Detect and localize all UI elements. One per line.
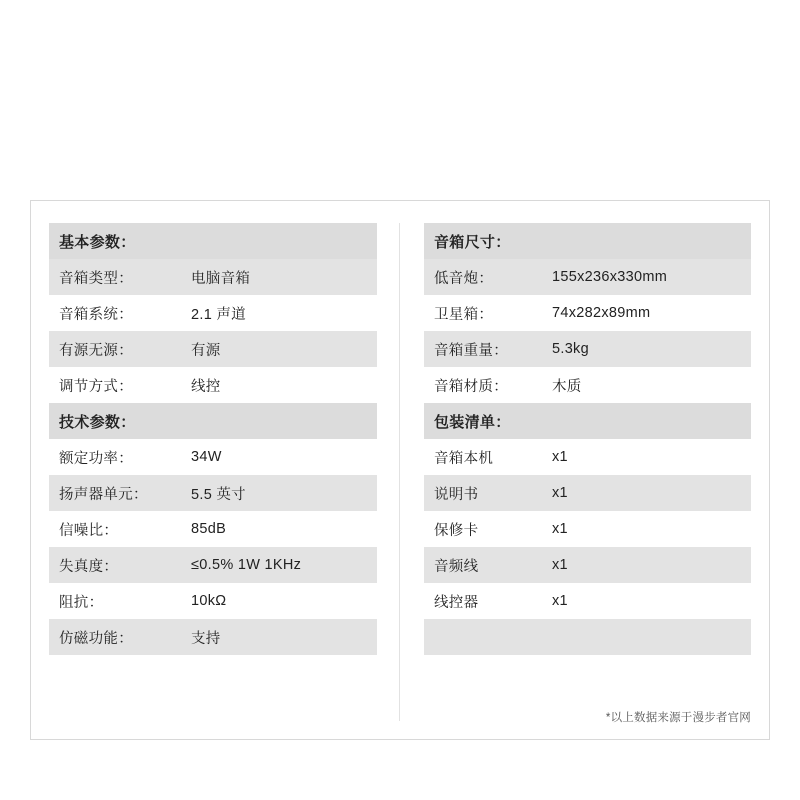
spec-row-label: 有源无源： [59, 342, 133, 359]
spec-row-label: 信噪比： [59, 522, 119, 539]
spec-row-value: x1 [552, 593, 568, 609]
spec-row [49, 511, 377, 547]
spec-row-value: ≤0.5% 1W 1KHz [191, 557, 302, 573]
spec-row-value: 2.1 声道 [191, 306, 246, 323]
spec-row [49, 475, 377, 511]
spec-row-value: x1 [552, 449, 568, 465]
spec-row-value: 木质 [552, 378, 582, 395]
spec-row-label: 音箱本机 [434, 450, 494, 467]
spec-row-label: 调节方式： [59, 378, 133, 395]
spec-row-label: 卫星箱： [434, 306, 494, 323]
spec-row-label: 音箱系统： [59, 306, 133, 323]
spec-row-value: x1 [552, 521, 568, 537]
spec-row-label: 技术参数： [59, 413, 136, 431]
spec-row-label: 额定功率： [59, 450, 133, 467]
spec-row-label: 扬声器单元： [59, 486, 148, 503]
spec-row [424, 439, 751, 475]
spec-row-label: 阻抗： [59, 594, 104, 611]
spec-row [424, 547, 751, 583]
spec-row-label: 保修卡 [434, 522, 479, 539]
spec-row [424, 619, 751, 655]
spec-table [49, 223, 751, 721]
spec-row-value: 支持 [191, 630, 221, 647]
spec-row-value: x1 [552, 557, 568, 573]
spec-row-value: x1 [552, 485, 568, 501]
spec-row-label: 失真度： [59, 558, 119, 575]
spec-row [424, 295, 751, 331]
spec-row-value: 155x236x330mm [552, 269, 668, 285]
spec-row [424, 367, 751, 403]
spec-row [49, 619, 377, 655]
spec-column-left [49, 223, 400, 721]
spec-row-label: 音箱类型： [59, 270, 133, 287]
spec-row [424, 331, 751, 367]
spec-row-label: 低音炮： [434, 270, 494, 287]
spec-row [49, 547, 377, 583]
spec-row [49, 259, 377, 295]
spec-row-value: 85dB [191, 521, 227, 537]
footnote: *以上数据来源于漫步者官网 [605, 712, 751, 724]
spec-row-value: 34W [191, 449, 222, 465]
spec-row [49, 583, 377, 619]
spec-row-label: 仿磁功能： [59, 630, 133, 647]
spec-row-value: 5.5 英寸 [191, 486, 246, 503]
spec-section-header [49, 403, 377, 439]
spec-row-value: 5.3kg [552, 341, 589, 357]
spec-row-label: 音频线 [434, 558, 479, 575]
spec-section-header [424, 403, 751, 439]
spec-row-label: 音箱材质： [434, 378, 508, 395]
spec-row [49, 295, 377, 331]
spec-row [424, 511, 751, 547]
spec-column-right [400, 223, 751, 721]
spec-row [49, 331, 377, 367]
spec-sheet [30, 200, 770, 740]
spec-row [49, 439, 377, 475]
spec-row-value: 电脑音箱 [191, 270, 251, 287]
spec-section-header [49, 223, 377, 259]
spec-row-value: 10kΩ [191, 593, 227, 609]
spec-row-value: 有源 [191, 342, 221, 359]
spec-row-label: 说明书 [434, 486, 479, 503]
spec-row-value: 线控 [191, 378, 221, 395]
spec-row [424, 259, 751, 295]
spec-row-label: 包装清单： [434, 413, 511, 431]
spec-row-label: 音箱尺寸： [434, 233, 511, 251]
spec-section-header [424, 223, 751, 259]
spec-row [424, 583, 751, 619]
spec-row-value: 74x282x89mm [552, 305, 651, 321]
spec-row [424, 475, 751, 511]
spec-row-label: 音箱重量： [434, 342, 508, 359]
spec-row [49, 367, 377, 403]
spec-row-label: 基本参数： [59, 233, 136, 251]
spec-row-label: 线控器 [434, 594, 479, 611]
